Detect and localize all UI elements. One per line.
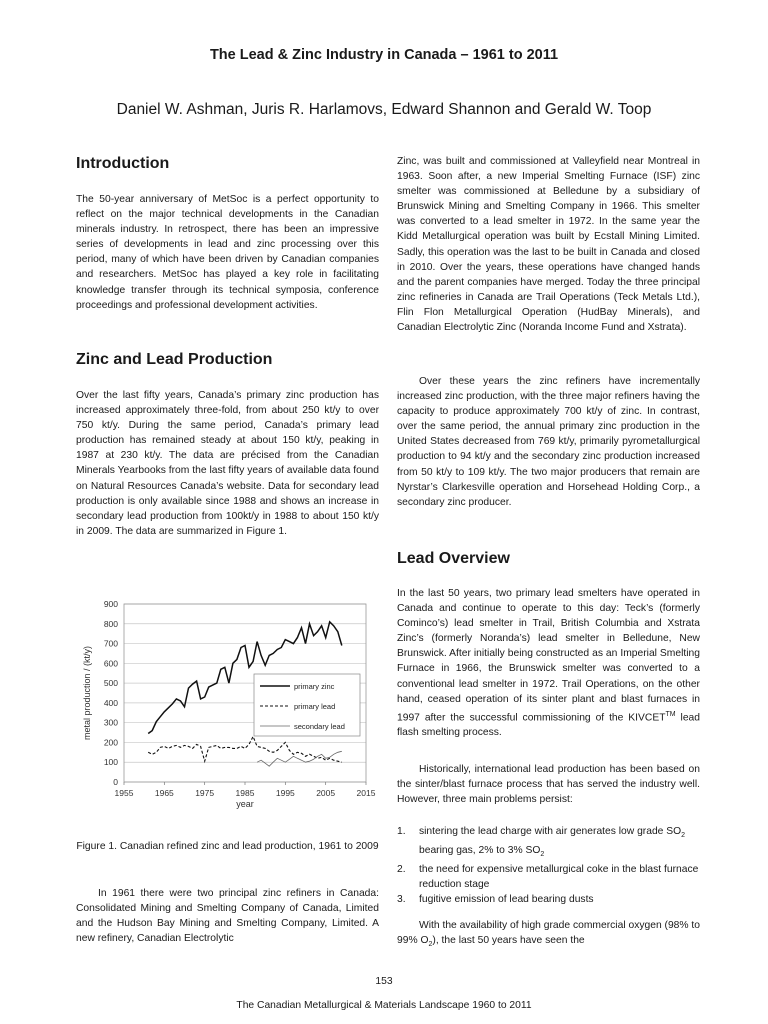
paper-authors: Daniel W. Ashman, Juris R. Harlamovs, Edward Shannon and Gerald W. Toop bbox=[116, 101, 652, 118]
y-tick-label: 200 bbox=[103, 737, 118, 748]
right-paragraph-2: Over these years the zinc refiners have incrementally increased zinc production, with the three major refiners having the capacity to produce approximately 700 kt/y of zinc. In contrast, over the same period, the annual primary zinc production in the United States decreased from 769 kt/y, primarily pyrometallurgical production to 94 kt/y and the secondary zinc production increased from 50 kt/y to 109 kt/y. The two major producers that remain are Nyrstar’s Clarkesville operation and Horsehead Holding Corp., a secondary zinc producer. bbox=[397, 376, 700, 508]
list-text: sintering the lead charge with air generates low grade SO bbox=[419, 826, 682, 837]
list-item bbox=[397, 892, 700, 907]
y-tick-label: 800 bbox=[103, 618, 118, 629]
x-tick-label: 1995 bbox=[275, 788, 295, 798]
right-paragraph-1: Zinc, was built and commissioned at Valleyfield near Montreal in 1963. Soon after, a new Imperial Smelting Furnace (ISF) zinc smelter was commissioned at Belledune by a subsidiary of Brunswick Mining and Smelting Company in 1966. This smelter was converted to a lead smelter in 1972. In the same year the Kidd Metallurgical operation was built by Ecstall Mining Limited. Sadly, this operation was the last to be built in Canada and closed in 2010. Over the years, these operations have changed hands and the parent companies have merged. Today the three principal zinc refineries in Canada are Trail Operations (Teck Metals Ltd.), Flin Flon Metallurgical Operation (HudBay Minerals), and Canadian Electrolytic Zinc (Noranda Income Fund and Xstrata). bbox=[397, 156, 700, 334]
y-tick-label: 600 bbox=[103, 658, 118, 669]
list-item bbox=[397, 862, 700, 892]
lead-paragraph-1 bbox=[397, 586, 700, 740]
subscript: 2 bbox=[681, 832, 686, 840]
lead-paragraph-1-text: In the last 50 years, two primary lead smelters have operated in Canada and continue to operate to this day: Teck’s (formerly Cominco’s) lead smelter in Trail, British Columbia and Xstrata Zinc’s (formerly Noranda’s) lead smelter in Belledune, New Brunswick. After initially being constructed as an Imperial Smelting Furnace in 1966, the Brunswick smelter was converted to a conventional lead smelter in 1972. Trail Operations, on the other hand, ceased operation of its sinter plant and blast furnaces in 1997 after the successful commissioning of the KIVCET bbox=[397, 588, 700, 724]
page-number: 153 bbox=[375, 976, 393, 987]
list-text: fugitive emission of lead bearing dusts bbox=[419, 894, 594, 906]
list-number: 2. bbox=[397, 864, 406, 876]
list-number: 3. bbox=[397, 894, 406, 906]
x-axis-label: year bbox=[236, 799, 254, 809]
x-tick-label: 2005 bbox=[316, 788, 336, 798]
oxygen-paragraph bbox=[397, 918, 700, 952]
list-item bbox=[397, 824, 700, 862]
y-tick-label: 400 bbox=[103, 697, 118, 708]
intro-paragraph: The 50-year anniversary of MetSoc is a perfect opportunity to reflect on the major technical developments in the Canadian minerals industry. In retrospect, there has been an impressive series of developments in lead and zinc processing over this period, many of which have been driven by Canadian companies and researchers. MetSoc has played a key role in facilitating knowledge transfer through its technical symposia, conference proceedings and professional development activities. bbox=[76, 194, 379, 311]
y-tick-label: 900 bbox=[103, 599, 118, 609]
x-tick-label: 1965 bbox=[154, 788, 174, 798]
oxygen-text-end: ), the last 50 years have seen the bbox=[432, 935, 585, 947]
x-tick-label: 1985 bbox=[235, 788, 255, 798]
subscript: 2 bbox=[540, 851, 545, 859]
heading-introduction: Introduction bbox=[76, 155, 170, 172]
legend-label: secondary lead bbox=[294, 722, 345, 731]
x-tick-label: 1975 bbox=[195, 788, 215, 798]
y-tick-label: 100 bbox=[103, 757, 118, 768]
oxygen-text: With the availability of high grade commercial oxygen (98% to 99% O bbox=[397, 920, 701, 947]
problems-list bbox=[397, 824, 700, 908]
page-footer: The Canadian Metallurgical & Materials Landscape 1960 to 2011 bbox=[236, 1000, 532, 1011]
y-tick-label: 700 bbox=[103, 638, 118, 649]
zinc-paragraph-2: In 1961 there were two principal zinc refiners in Canada: Consolidated Mining and Smelting Company of Canada, Limited and the Hudson Bay Mining and Smelting Company, Limited. A new refinery, Canadian Electrolytic bbox=[76, 888, 379, 945]
lead-paragraph-1-end: lead flash smelting process. bbox=[397, 712, 700, 739]
x-tick-label: 1955 bbox=[114, 788, 134, 798]
production-chart bbox=[76, 594, 380, 826]
y-tick-label: 0 bbox=[113, 777, 118, 787]
figure-caption: Figure 1. Canadian refined zinc and lead production, 1961 to 2009 bbox=[76, 841, 379, 852]
heading-lead-overview: Lead Overview bbox=[397, 550, 510, 567]
legend-label: primary lead bbox=[294, 702, 336, 711]
heading-zinc-lead-production: Zinc and Lead Production bbox=[76, 351, 273, 368]
paper-title: The Lead & Zinc Industry in Canada – 1961 to 2011 bbox=[209, 47, 559, 63]
y-axis-label: metal production / (kt/y) bbox=[82, 645, 92, 741]
list-text: bearing gas, 2% to 3% SO bbox=[419, 845, 541, 857]
zinc-paragraph-1: Over the last fifty years, Canada’s primary zinc production has increased approximately three-fold, from about 250 kt/y to over 750 kt/y. During the same period, Canada’s primary lead production has remained steady at about 150 kt/y, peaking in 1987 at 230 kt/y. The data are précised from the Canadian Minerals Yearbooks from the last fifty years of available data found on Natural Resources Canada’s website. Data for secondary lead production is only available since 1988 and shows an increase in secondary lead production from 100kt/y in 1988 to about 150 kt/y in 2009. The data are summarized in Figure 1. bbox=[76, 390, 379, 537]
trademark-sup: TM bbox=[665, 710, 676, 718]
subscript: 2 bbox=[428, 941, 433, 949]
list-number: 1. bbox=[397, 826, 406, 837]
lead-paragraph-2: Historically, international lead production has been based on the sinter/blast furnace process that has served the industry well. However, three main problems persist: bbox=[397, 764, 700, 806]
y-tick-label: 300 bbox=[103, 717, 118, 728]
series-line-primary-lead bbox=[148, 737, 342, 763]
x-tick-label: 2015 bbox=[356, 788, 376, 798]
legend-label: primary zinc bbox=[294, 682, 335, 691]
list-text: the need for expensive metallurgical coke in the blast furnace reduction stage bbox=[419, 864, 699, 891]
y-tick-label: 500 bbox=[103, 678, 118, 689]
